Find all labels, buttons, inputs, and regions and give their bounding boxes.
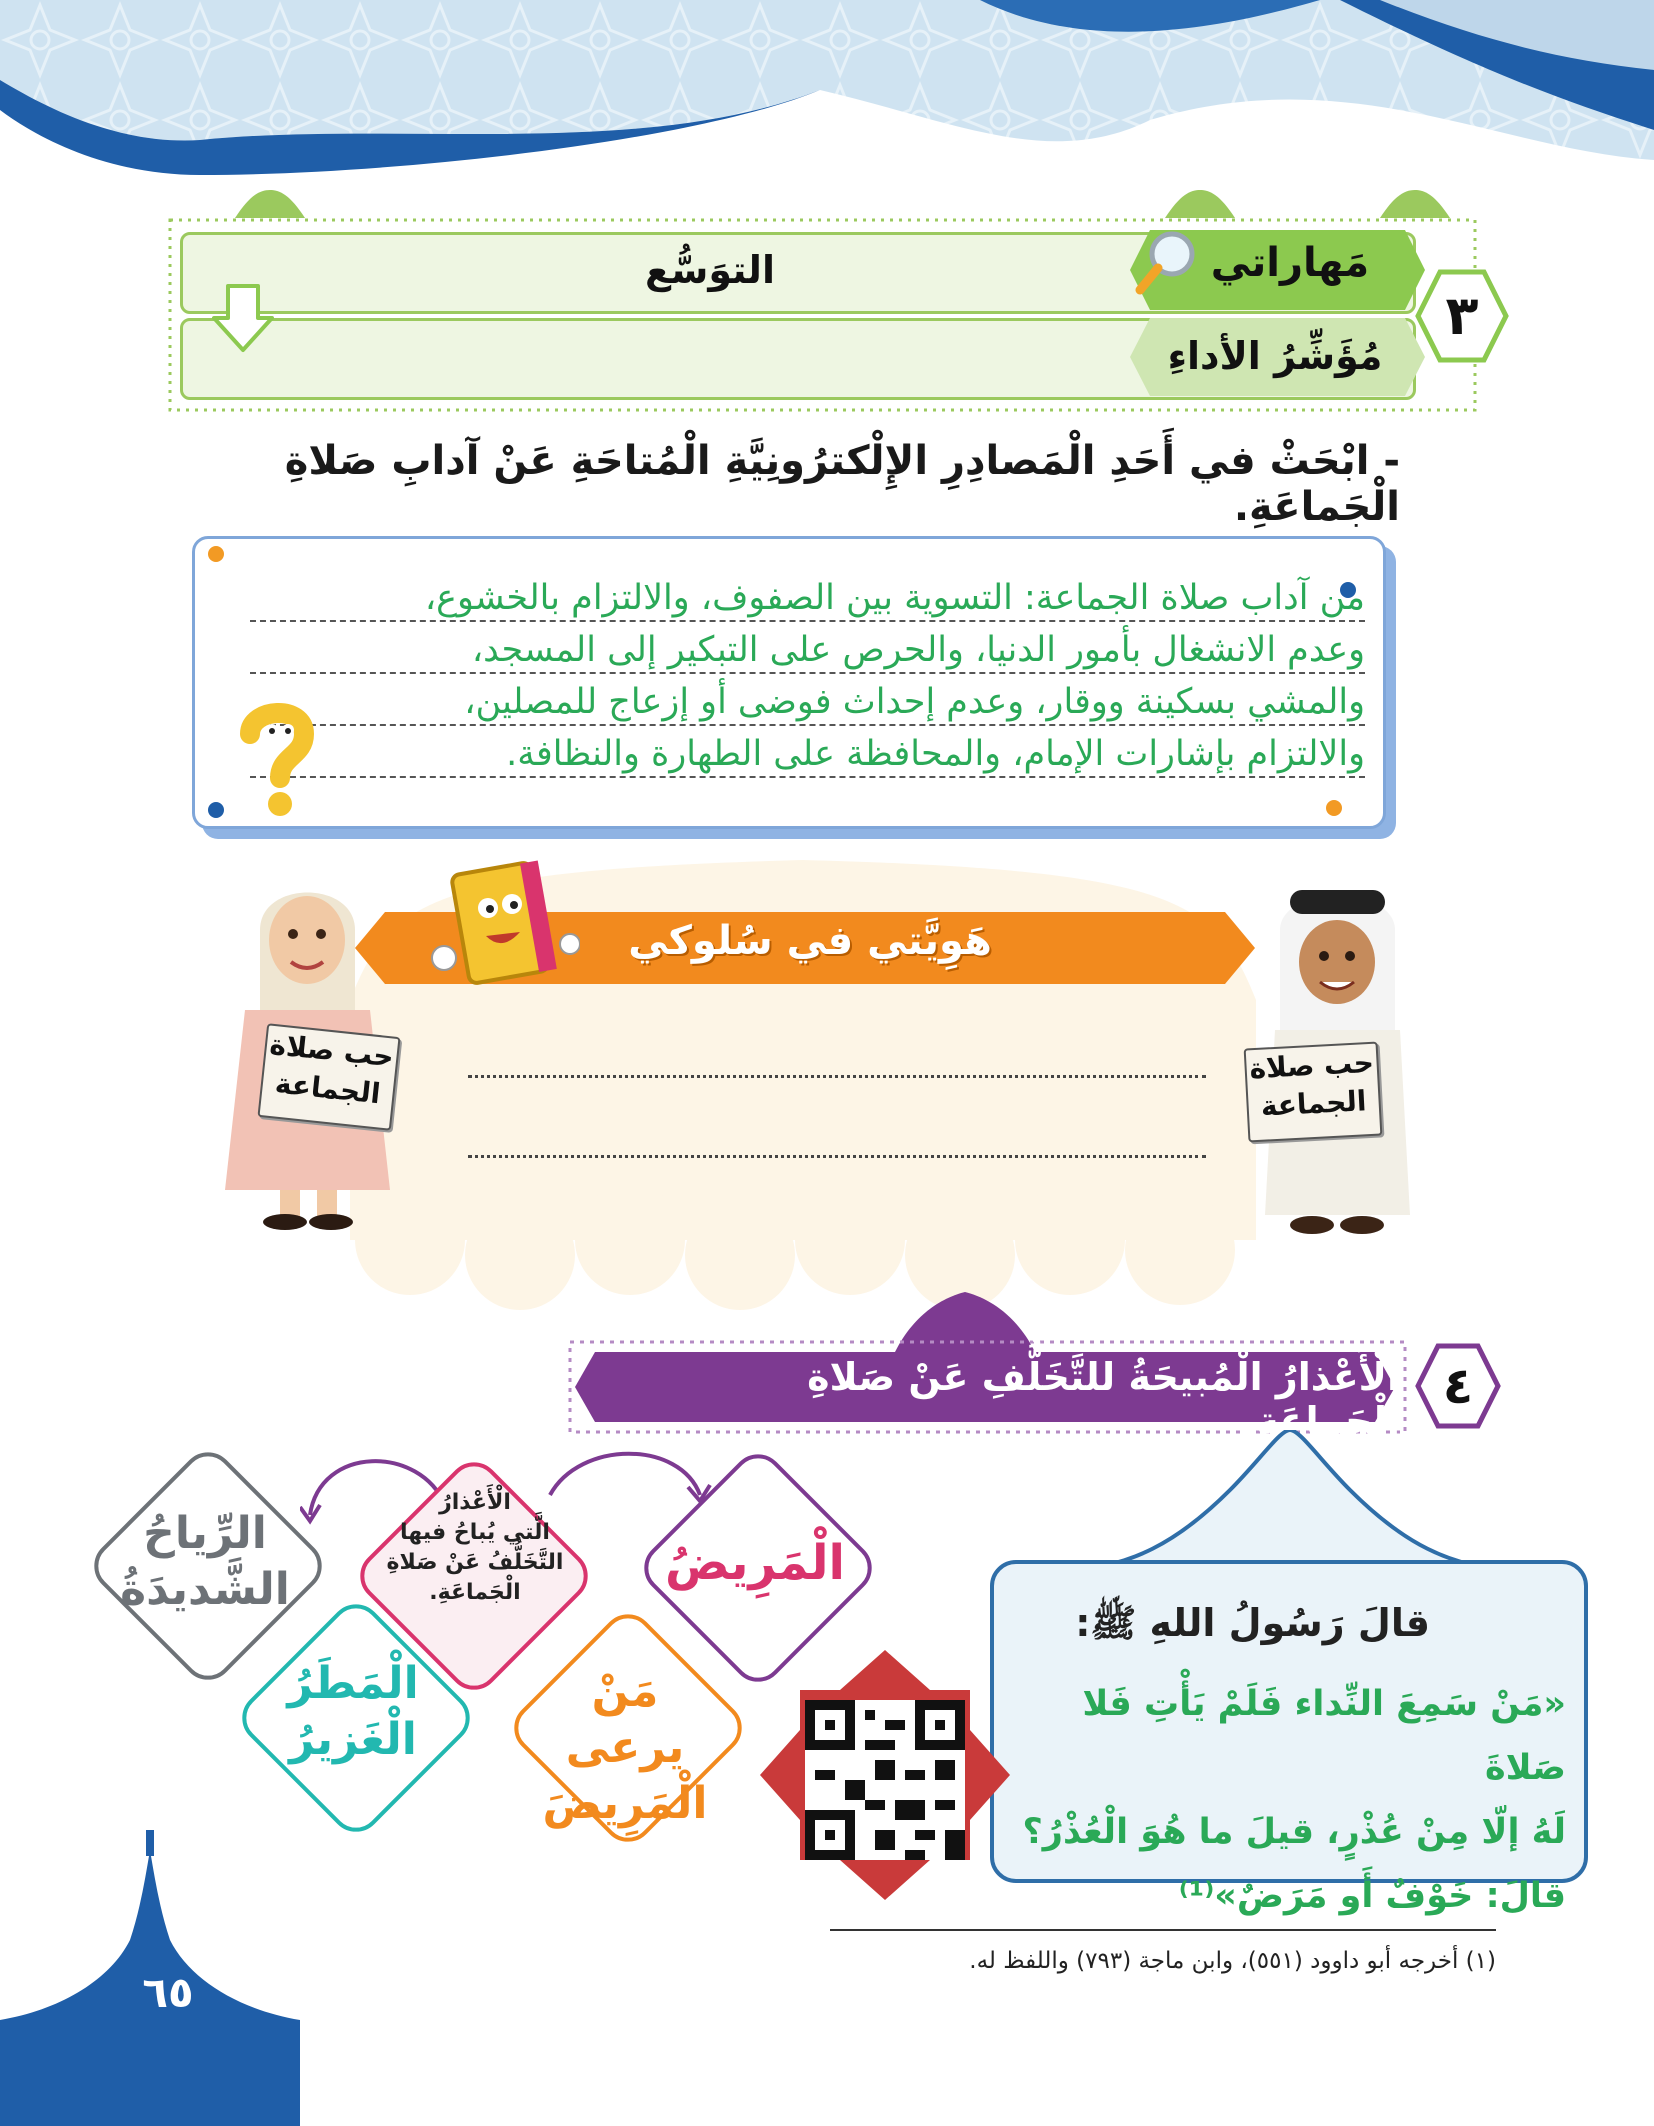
qr-code-icon[interactable]	[805, 1700, 965, 1860]
skill-title: التوَسُّع	[645, 248, 775, 292]
hadith-line: «مَنْ سَمِعَ النِّداء فَلَمْ يَأْتِ فَلا صَلاةَ	[1082, 1684, 1566, 1788]
instruction-text: - ابْحَثْ في أَحَدِ الْمَصادِرِ الإِلْكترُونِيَّةِ الْمُتاحَةِ عَنْ آدابِ صَلاةِ الْجَماعَةِ.	[284, 438, 1400, 530]
hadith-text	[1010, 1672, 1566, 1928]
patient-label: الْمَرِيضُ	[664, 1535, 846, 1591]
book-mascot-icon	[430, 848, 580, 998]
girl-sign: حب صلاة الجماعة	[257, 1023, 400, 1130]
header-banner	[0, 0, 1654, 210]
identity-line-1[interactable]	[468, 1075, 1206, 1098]
page-number: ٦٥	[142, 1968, 194, 2017]
answer-dot	[208, 546, 224, 562]
boy-sign: حب صلاة الجماعة	[1244, 1042, 1383, 1143]
hadith-line: قالَ: خَوْفٌ أَو مَرَضٌ»⁽¹⁾	[1178, 1876, 1566, 1916]
section-3-number: ٣	[1445, 284, 1479, 347]
answer-line: والالتزام بإشارات الإمام، والمحافظة على الطهارة والنظافة.	[506, 734, 1365, 774]
magnifier-icon	[1130, 226, 1202, 298]
rain-label: الْمَطَرُ الْغَزيرُ	[287, 1658, 419, 1765]
section-4-number: ٤	[1442, 1357, 1474, 1415]
down-arrow-icon	[212, 282, 274, 354]
answer-line: من آداب صلاة الجماعة: التسوية بين الصفوف، والالتزام بالخشوع،	[424, 578, 1365, 618]
identity-line-2[interactable]	[468, 1155, 1206, 1178]
caregiver-label: مَنْ يرعى الْمَرِيضَ	[542, 1666, 708, 1829]
skill-label: مَهاراتي	[1210, 240, 1370, 286]
hadith-dome	[1060, 1430, 1520, 1570]
answer-dot	[208, 802, 224, 818]
identity-title: هَوِيَّتي في سُلوكي	[628, 918, 992, 964]
hadith-line: لَهُ إلّا مِنْ عُذْرٍ، قيلَ ما هُوَ الْعُذْرُ؟	[1022, 1812, 1566, 1852]
footnote: (١) أخرجه أبو داوود (٥٥١)، وابن ماجة (٧٩٣) واللفظ له.	[969, 1948, 1496, 1974]
answer-dot	[1326, 800, 1342, 816]
answer-text	[320, 572, 1365, 780]
answer-line: وعدم الانشغال بأمور الدنيا، والحرص على التبكير إلى المسجد،	[471, 630, 1365, 670]
center-label: الْأَعْذارُ الَّتي يُباحُ فيها التَّخَلُّفُ عَنْ صَلاةِ الْجَماعَةِ.	[386, 1490, 564, 1605]
wind-label: الرِّياحُ الشَّديدَةُ	[120, 1508, 290, 1615]
answer-line: والمشي بسكينة ووقار، وعدم إحداث فوضى أو إزعاج للمصلين،	[464, 682, 1365, 722]
indicator-label: مُؤَشِّرُ الأداءِ	[1167, 334, 1383, 378]
footnote-rule	[830, 1929, 1496, 1931]
hadith-intro: قالَ رَسُولُ اللهِ ﷺ:	[1075, 1601, 1430, 1645]
question-mark-mascot-icon	[238, 700, 318, 820]
section-4-title: الْأَعْذارُ الْمُبيحَةُ للتَّخَلُّفِ عَنْ صَلاةِ الْجَماعَةِ.	[807, 1355, 1400, 1443]
